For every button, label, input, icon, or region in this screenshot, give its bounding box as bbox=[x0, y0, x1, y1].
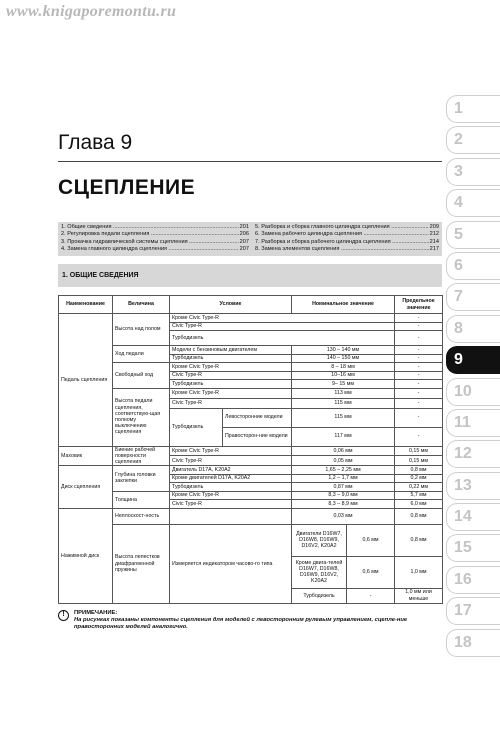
table-cell: 115 мм bbox=[292, 398, 395, 408]
table-cell: 140 – 150 мм bbox=[292, 354, 395, 363]
table-row bbox=[59, 491, 443, 500]
toc-item[interactable]: 3. Прокачка гидравлической системы сцепления ..... 207 bbox=[61, 239, 249, 246]
note-text: На рисунках показаны компоненты сцепления для моделей с левосторонним рулевым управлением, сцепле-ние правосторонних моделей аналогично. bbox=[74, 617, 408, 630]
chapter-tab[interactable]: 14 bbox=[446, 503, 500, 531]
chapter-tab[interactable]: 8 bbox=[446, 315, 500, 343]
table-cell: Турбодизель bbox=[170, 354, 292, 363]
table-cell: - bbox=[369, 592, 372, 599]
table-cell: 0,03 мм bbox=[292, 508, 395, 524]
section-heading: 1. ОБЩИЕ СВЕДЕНИЯ bbox=[58, 264, 442, 287]
table-cell: - bbox=[395, 380, 443, 389]
table-cell: 0,8 мм bbox=[395, 466, 443, 475]
table-cell: Модели с бензиновым двигателем bbox=[170, 346, 292, 355]
table-of-contents bbox=[58, 222, 442, 256]
table-cell: Civic Type-R bbox=[170, 398, 292, 408]
column-header: Условие bbox=[170, 296, 292, 314]
chapter-tab[interactable]: 13 bbox=[446, 472, 500, 500]
table-cell: Высота педали сцепления, соответствую-щая полному выключению сцепления bbox=[113, 388, 170, 446]
table-cell: Кроме Civic Type-R bbox=[170, 314, 395, 323]
chapter-tab[interactable]: 5 bbox=[446, 221, 500, 249]
table-header-row bbox=[59, 296, 443, 314]
table-cell: 0,22 мм bbox=[395, 483, 443, 492]
table-cell: - bbox=[395, 398, 443, 408]
table-cell: Турбодизель bbox=[292, 589, 347, 603]
chapter-rule bbox=[58, 161, 442, 162]
table-cell: - bbox=[395, 408, 443, 427]
table-cell: 9– 15 мм bbox=[292, 380, 395, 389]
table-cell: 0,6 мм bbox=[362, 569, 379, 575]
table-cell: - bbox=[395, 427, 443, 446]
chapter-tab[interactable]: 4 bbox=[446, 189, 500, 217]
table-cell: Кроме двигателей D17A, K20A2 bbox=[170, 474, 292, 483]
table-cell: Двигатель D17A, K20A2 bbox=[170, 466, 292, 475]
column-header: Предельное значение bbox=[395, 296, 443, 314]
table-cell: Civic Type-R bbox=[170, 500, 292, 509]
chapter-tab[interactable]: 11 bbox=[446, 409, 500, 437]
table-cell: 8,3 – 9,0 мм bbox=[292, 491, 395, 500]
table-row bbox=[59, 508, 443, 524]
table-cell: 1,0 мм или меньше bbox=[395, 588, 443, 603]
note-title: ПРИМЕЧАНИЕ: bbox=[74, 610, 118, 616]
table-cell: Левосторонние модели bbox=[223, 409, 292, 428]
toc-item[interactable]: 2. Регулировка педали сцепления ..... 206 bbox=[61, 231, 249, 238]
toc-item[interactable]: 1. Общие сведения ..... 201 bbox=[61, 224, 249, 231]
table-cell: 1,0 мм bbox=[395, 556, 443, 588]
table-cell: Толщина bbox=[113, 491, 170, 508]
table-cell: Маховик bbox=[59, 446, 113, 466]
table-cell: - bbox=[395, 371, 443, 380]
table-cell: 0,15 мм bbox=[395, 446, 443, 456]
table-cell: Нажимной диск bbox=[59, 508, 113, 603]
chapter-tab[interactable]: 7 bbox=[446, 283, 500, 311]
chapter-tab[interactable]: 1 bbox=[446, 95, 500, 123]
table-cell: 0,06 мм bbox=[292, 446, 395, 456]
table-cell: Турбодизель bbox=[170, 380, 292, 389]
table-row bbox=[59, 346, 443, 355]
column-header: Наименование bbox=[59, 296, 113, 314]
table-cell: 117 мм bbox=[292, 427, 395, 446]
table-cell: 0,6 мм bbox=[362, 537, 379, 543]
table-row bbox=[59, 363, 443, 372]
table-cell: - bbox=[395, 346, 443, 355]
table-cell: Ход педали bbox=[113, 346, 170, 363]
toc-item[interactable]: 5. Разборка и сборка главного цилиндра сцепления ..... 209 bbox=[255, 224, 439, 231]
table-cell: 5,7 мм bbox=[395, 491, 443, 500]
chapter-tab[interactable]: 15 bbox=[446, 534, 500, 562]
table-cell: Диск сцепления bbox=[59, 466, 113, 509]
table-cell: Civic Type-R bbox=[170, 322, 395, 331]
table-cell: - bbox=[395, 314, 443, 323]
table-cell: Высота над полом bbox=[113, 314, 170, 346]
table-cell: Кроме Civic Type-R bbox=[170, 491, 292, 500]
table-cell: 0,05 мм bbox=[292, 456, 395, 466]
table-cell: Педаль сцепления bbox=[59, 314, 113, 447]
toc-item[interactable]: 6. Замена рабочего цилиндра сцепления ..... 212 bbox=[255, 231, 439, 238]
table-cell: 115 мм bbox=[292, 408, 395, 427]
chapter-heading: Глава 9 bbox=[58, 131, 133, 154]
table-cell: - bbox=[395, 322, 443, 331]
table-cell: 1,2 – 1,7 мм bbox=[292, 474, 395, 483]
spec-table bbox=[58, 295, 443, 604]
chapter-tab[interactable]: 17 bbox=[446, 597, 500, 625]
table-row bbox=[59, 466, 443, 475]
table-cell: Civic Type-R bbox=[170, 371, 292, 380]
table-cell: - bbox=[395, 388, 443, 398]
table-cell: 0,15 мм bbox=[395, 456, 443, 466]
table-cell: 1,65 – 2,25 мм bbox=[292, 466, 395, 475]
table-row bbox=[59, 314, 443, 323]
table-cell: Биение рабочей поверхности сцепления bbox=[113, 446, 170, 466]
chapter-tabs bbox=[446, 95, 500, 660]
table-cell: 0,87 мм bbox=[292, 483, 395, 492]
table-cell: 10–16 мм bbox=[292, 371, 395, 380]
table-cell: 113 мм bbox=[292, 388, 395, 398]
warning-icon: ! bbox=[58, 610, 69, 621]
table-row bbox=[59, 524, 443, 556]
chapter-tab[interactable]: 10 bbox=[446, 378, 500, 406]
table-row bbox=[59, 446, 443, 456]
column-header: Номинальное значение bbox=[292, 296, 395, 314]
watermark: www.knigaporemontu.ru bbox=[6, 3, 177, 20]
table-cell: 130 – 140 мм bbox=[292, 346, 395, 355]
table-cell: 0,8 мм bbox=[395, 508, 443, 524]
chapter-tab[interactable]: 12 bbox=[446, 440, 500, 468]
table-cell: Кроме Civic Type-R bbox=[170, 388, 292, 398]
table-cell: 6,0 мм bbox=[395, 500, 443, 509]
table-cell: Кроме Civic Type-R bbox=[170, 446, 292, 456]
chapter-tab[interactable]: 18 bbox=[446, 629, 500, 657]
chapter-tab-active[interactable]: 9 bbox=[446, 346, 500, 374]
table-cell: 8,3 – 8,9 мм bbox=[292, 500, 395, 509]
chapter-tab[interactable]: 3 bbox=[446, 158, 500, 186]
page-title: СЦЕПЛЕНИЕ bbox=[58, 176, 196, 199]
table-cell: Правосторон-ние модели bbox=[225, 433, 288, 440]
table-cell: Турбодизель bbox=[170, 409, 223, 446]
table-cell: Кроме двига-телей D16W7, D16W8, D16W9, D16V2, K20A2 bbox=[292, 557, 347, 588]
table-cell: - bbox=[395, 331, 443, 346]
table-cell: Турбодизель bbox=[170, 483, 292, 492]
toc-item[interactable]: 4. Замена главного цилиндра сцепления ..... 207 bbox=[61, 246, 249, 253]
table-cell: - bbox=[395, 363, 443, 372]
table-cell: Свободный ход bbox=[113, 363, 170, 389]
table-cell: Кроме Civic Type-R bbox=[170, 363, 292, 372]
chapter-tab[interactable]: 16 bbox=[446, 566, 500, 594]
table-cell: - bbox=[395, 354, 443, 363]
table-cell: 0,2 мм bbox=[395, 474, 443, 483]
table-cell: Неплоскост-ность bbox=[113, 508, 170, 524]
toc-item[interactable]: 7. Разборка и сборка рабочего цилиндра сцепления ..... 214 bbox=[255, 239, 439, 246]
chapter-tab[interactable]: 2 bbox=[446, 126, 500, 154]
table-cell: Глубина головки заклепки bbox=[113, 466, 170, 492]
table-cell: Измеряется индикатором часово-го типа bbox=[170, 524, 292, 603]
table-cell: Двигатели D16W7, D16W8, D16W9, D16V2, K20A2 bbox=[292, 525, 347, 556]
table-cell: 8 – 18 мм bbox=[292, 363, 395, 372]
toc-item[interactable]: 8. Замена элементов сцепления ..... 217 bbox=[255, 246, 439, 253]
table-cell: Турбодизель bbox=[170, 331, 395, 346]
toc-column-right bbox=[252, 222, 442, 256]
table-cell: Высота лепестков диафрагменной пружины bbox=[113, 524, 170, 603]
table-cell bbox=[170, 508, 292, 524]
chapter-tab[interactable]: 6 bbox=[446, 252, 500, 280]
column-header: Величина bbox=[113, 296, 170, 314]
toc-column-left bbox=[58, 222, 252, 256]
table-cell: Civic Type-R bbox=[170, 456, 292, 466]
table-cell: 0,8 мм bbox=[395, 524, 443, 556]
table-row bbox=[59, 388, 443, 398]
